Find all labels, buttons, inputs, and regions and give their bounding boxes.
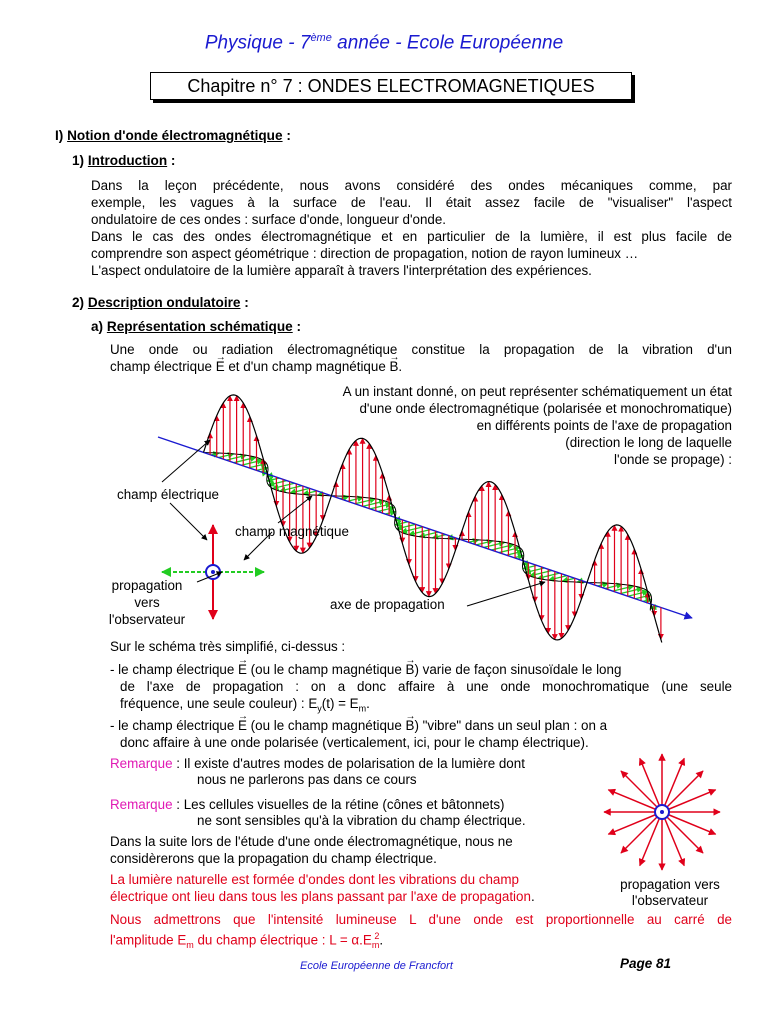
intro-line-5: comprendre son aspect géométrique : direction de propagation, notion de rayon lumineux … [91,246,639,261]
intro-line-4: Dans le cas des ondes électromagnétique et en particulier de la lumière, il est plus facile de [91,229,732,244]
intro-title: Introduction [87,153,168,168]
sec2a-line-1: Une onde ou radiation électromagnétique constitue la propagation de la vibration d'un [110,342,732,357]
b-field-arrow-48 [613,586,634,591]
b-field-arrow-32 [476,541,493,545]
bullet-1-line-2: de l'axe de propagation : on a donc affaire à une onde monochromatique (une seule [120,679,732,694]
intro-colon: : [167,153,176,168]
remark-1-text: : Il existe d'autres modes de polarisation de la lumière dont [172,756,525,771]
para-line-2: considèrerons que la propagation du champ électrique. [110,851,437,866]
b-field-arrow-1 [219,454,234,458]
red-4-a: l'amplitude E [110,932,187,948]
sec2a-line-2c: . [398,359,403,374]
b2-b: (ou le champ magnétique [246,718,406,733]
red-4-sub: m [186,940,194,951]
chapter-title: Chapitre n° 7 : ONDES ELECTROMAGNETIQUES [150,72,632,100]
red-line-2-dot: . [530,889,535,904]
para-line-1: Dans la suite lors de l'étude d'une onde électromagnétique, nous ne [110,834,513,849]
b1-c: ) varie de façon sinusoïdale le long [414,662,622,677]
bullet-2-line-2: donc affaire à une onde polarisée (verticalement, ici, pour le champ électrique). [120,735,589,750]
remark-1-line-2: nous ne parlerons pas dans ce cours [197,772,417,787]
red-line-2-text: électrique ont lieu dans tous les plans passant par l'axe de propagation [110,889,531,904]
b-field-arrow-27 [409,529,431,534]
section-1-num: I) [55,128,64,143]
figure-desc-1: A un instant donné, on peut représenter schématiquement un état [342,384,732,399]
label-axe-propagation: axe de propagation [330,597,445,612]
figure-desc-2: d'une onde électromagnétique (polarisée et monochromatique) [359,401,732,416]
leader-axis [467,582,545,606]
figure-desc-5: l'onde se propage) : [614,452,732,467]
b1-vector-b: → B [406,661,415,678]
b1-l3-a: fréquence, une seule couleur) : E [120,696,318,711]
intro-line-2: exemple, les vagues à la surface de l'eau. Il était assez facile de "visualiser" l'aspect [91,195,732,210]
b1-vector-e: → E [238,661,247,678]
star-ray-6 [621,812,662,853]
intro-line-1: Dans la leçon précédente, nous avons considéré des ondes mécaniques comme, par [91,178,732,193]
bullet-1-line-1 [110,661,732,678]
bullet-2-line-1 [110,717,732,734]
remark-2-label: Remarque [110,797,173,812]
figure-desc-4: (direction le long de laquelle [565,435,732,450]
b-field-arrow-43 [549,576,568,580]
red-line-1: La lumière naturelle est formée d'ondes dont les vibrations du champ [110,872,519,887]
star-label-1: propagation vers [620,877,720,892]
b2-a: - le champ électrique [110,718,239,733]
intro-line-3: ondulatoire de ces ondes : surface d'onde, longueur d'onde. [91,212,447,227]
b-field-arrow-29 [432,535,446,538]
sec2a-line-2a: champ électrique [110,359,216,374]
section-2a-title: Représentation schématique [106,319,293,334]
red-4-sub2: m [371,940,380,951]
section-2-num: 2) [72,295,85,310]
b-field-arrow-10 [268,481,286,485]
red-4-sup: 2 [374,931,380,941]
vector-e: → E [216,358,225,375]
footer-page: Page 81 [620,956,672,971]
b-field-arrow-25 [397,524,416,529]
label-prop-3: l'observateur [108,612,186,627]
b2-vector-e: → E [238,717,247,734]
b2-c: ) "vibre" dans un seul plan : on a [414,718,608,733]
star-center-dot [660,810,664,814]
section-1-title: Notion d'onde électromagnétique [67,128,283,143]
remark-1-line-1 [110,755,525,772]
b-field-arrow-50 [628,591,648,596]
b1-a: - le champ électrique [110,662,239,677]
red-4-b: du champ électrique : L = α.E [193,932,372,948]
section-2a-colon: : [292,319,302,334]
b1-b: (ou le champ magnétique [246,662,406,677]
b-field-arrow-5 [249,464,267,468]
section-1-colon: : [282,128,291,143]
b-field-arrow-13 [290,488,310,493]
intro-line-6: L'aspect ondulatoire de la lumière apparaît à travers l'interprétation des expériences. [91,263,592,278]
b1-sub-y: y [317,703,322,714]
cross-axis-dot [211,570,215,574]
b-field-arrow-4 [241,460,262,465]
b1-sub-m: m [358,703,367,714]
section-2-colon: : [240,295,249,310]
section-2a-num: a) [91,319,104,334]
remark-1-label: Remarque [110,756,173,771]
vector-b: → B [389,358,398,375]
header-title-b: année - Ecole Européenne [331,32,564,54]
header-title-sup: ème [310,32,332,44]
body-intro: Sur le schéma très simplifié, ci-dessus : [110,639,346,654]
figure-desc-3: en différents points de l'axe de propagation [476,418,732,433]
remark-2-text: : Les cellules visuelles de la rétine (cônes et bâtonnets) [172,797,505,812]
b1-l3-c: . [366,696,370,711]
red-line-4 [110,928,383,954]
b-field-arrow-20 [370,504,391,509]
footer-school: Ecole Européenne de Francfort [300,960,453,972]
intro-num: 1) [72,153,85,168]
leader-e-to-cross [170,503,207,540]
red-4-c: . [379,932,384,948]
star-ray-10 [621,771,662,812]
remark-2-line-1 [110,796,505,813]
header-title-a: Physique - 7 [204,32,311,54]
red-line-3: Nous admettrons que l'intensité lumineuse L d'une onde est proportionnelle au carré de [110,912,732,927]
section-2-title: Description ondulatoire [87,295,241,310]
star-ray-14 [662,771,703,812]
natural-light-star [604,754,720,870]
b-field-arrow-26 [401,527,423,532]
b1-l3-b: (t) = E [321,696,359,711]
star-ray-2 [662,812,703,853]
sec2a-line-2b: et d'un champ magnétique [224,359,390,374]
red-line-2 [110,888,535,905]
b-field-arrow-18 [355,499,376,504]
label-champ-electrique: champ électrique [117,487,219,502]
label-champ-magnetique: champ magnétique [235,524,349,539]
label-prop-2: vers [134,595,160,610]
remark-2-line-2: ne sont sensibles qu'à la vibration du champ électrique. [197,813,526,828]
star-label-2: l'observateur [631,893,709,908]
label-prop-1: propagation [111,578,183,593]
b2-vector-b: → B [406,717,415,734]
